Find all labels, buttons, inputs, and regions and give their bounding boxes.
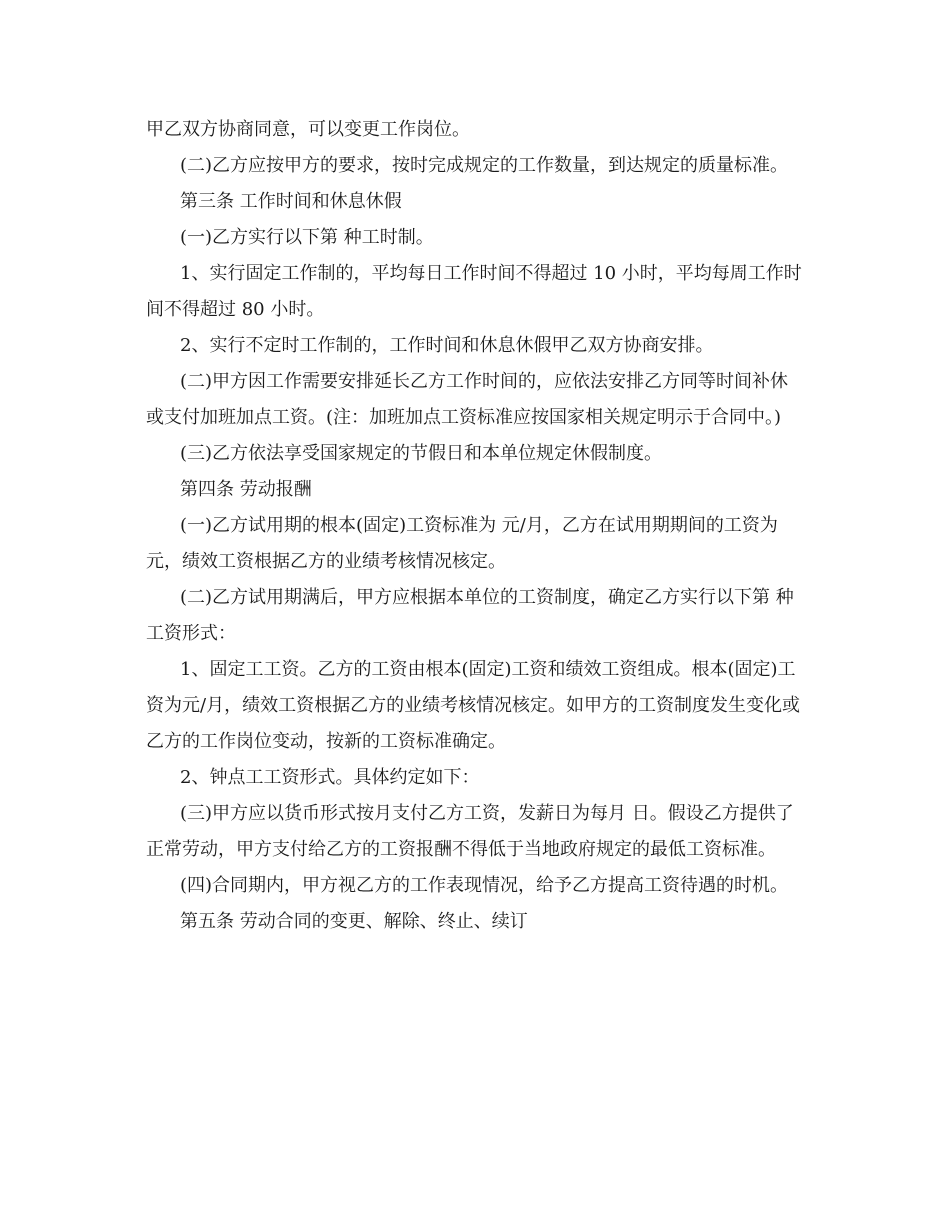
paragraph: (一)乙方试用期的根本(固定)工资标准为 元/月，乙方在试用期期间的工资为 元，绩效工资根据乙方的业绩考核情况核定。 [146,515,778,572]
paragraph: 2、钟点工工资形式。具体约定如下： [180,767,480,788]
paragraph: (三)乙方依法享受国家规定的节假日和本单位规定休假制度。 [180,443,663,464]
paragraph: 甲乙双方协商同意，可以变更工作岗位。 [146,119,470,140]
section-heading: 第三条 工作时间和休息休假 [180,191,402,212]
section-heading: 第四条 劳动报酬 [180,479,312,500]
paragraph: 1、实行固定工作制的，平均每日工作时间不得超过 10 小时，平均每周工作时间不得超过 80 小时。 [146,263,802,320]
paragraph: (四)合同期内，甲方视乙方的工作表现情况，给予乙方提高工资待遇的时机。 [180,875,789,896]
section-heading: 第五条 劳动合同的变更、解除、终止、续订 [180,911,528,932]
paragraph: (二)乙方应按甲方的要求，按时完成规定的工作数量，到达规定的质量标准。 [180,155,789,176]
paragraph: 2、实行不定时工作制的，工作时间和休息休假甲乙双方协商安排。 [180,335,714,356]
document-body [146,112,806,940]
paragraph: 1、固定工工资。乙方的工资由根本(固定)工资和绩效工资组成。根本(固定)工资为元/月，绩效工资根据乙方的业绩考核情况核定。如甲方的工资制度发生变化或乙方的工作岗位变动，按新的工资标准确定。 [146,659,801,752]
paragraph: (三)甲方应以货币形式按月支付乙方工资，发薪日为每月 日。假设乙方提供了正常劳动，甲方支付给乙方的工资报酬不得低于当地政府规定的最低工资标准。 [146,803,794,860]
paragraph: (二)甲方因工作需要安排延长乙方工作时间的，应依法安排乙方同等时间补休或支付加班加点工资。(注：加班加点工资标准应按国家相关规定明示于合同中。) [146,371,789,428]
paragraph: (二)乙方试用期满后，甲方应根据本单位的工资制度，确定乙方实行以下第 种工资形式： [146,587,794,644]
paragraph: (一)乙方实行以下第 种工时制。 [180,227,434,248]
